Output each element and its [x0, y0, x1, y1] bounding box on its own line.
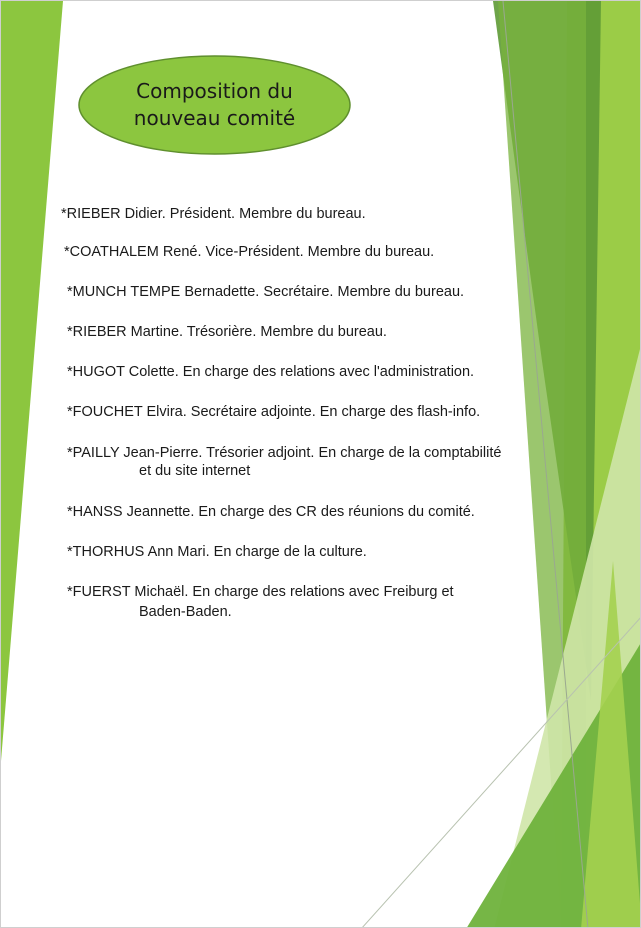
member-line: *PAILLY Jean-Pierre. Trésorier adjoint. En charge de la comptabilité: [67, 445, 502, 461]
title-block: [79, 56, 350, 154]
member-line: *COATHALEM René. Vice-Président. Membre du bureau.: [64, 244, 435, 260]
member-line: *RIEBER Didier. Président. Membre du bureau.: [61, 206, 366, 222]
title-line-1: Composition du: [136, 79, 293, 103]
member-line: *RIEBER Martine. Trésorière. Membre du bureau.: [67, 324, 387, 340]
member-line: *MUNCH TEMPE Bernadette. Secrétaire. Membre du bureau.: [67, 284, 465, 300]
member-line: *FOUCHET Elvira. Secrétaire adjointe. En charge des flash-info.: [67, 404, 481, 420]
member-line: *THORHUS Ann Mari. En charge de la culture.: [67, 544, 367, 560]
page-title: [134, 78, 295, 132]
left-green-wedge: [1, 1, 63, 761]
member-line: *HANSS Jeannette. En charge des CR des réunions du comité.: [67, 504, 475, 520]
title-line-2: nouveau comité: [133, 106, 296, 130]
member-line-continuation: Baden-Baden.: [139, 604, 232, 620]
member-line-continuation: et du site internet: [139, 463, 251, 479]
member-line: *HUGOT Colette. En charge des relations avec l'administration.: [67, 364, 475, 380]
member-line: *FUERST Michaël. En charge des relations avec Freiburg et: [67, 584, 454, 600]
